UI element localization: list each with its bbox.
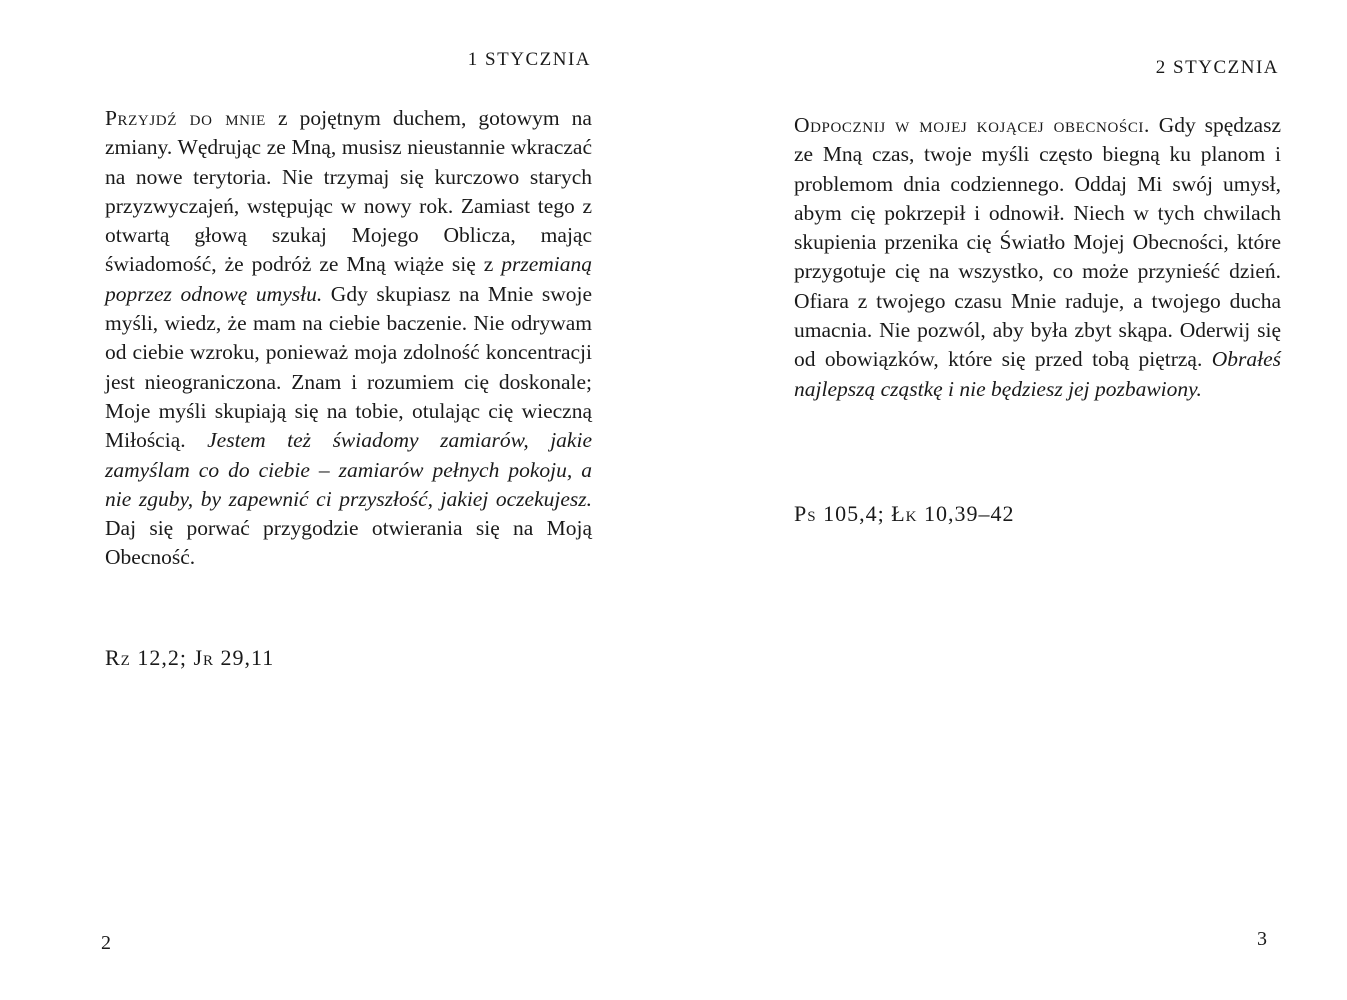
italic-quote: Obrałeś najlepszą cząstkę i nie będziesz jej pozbawiony. <box>794 347 1281 401</box>
text-segment: z pojętnym duchem, gotowym na zmiany. Wędrując ze Mną, musisz nieustannie wkraczać na nowe terytoria. Nie trzymaj się kurczowo starych przyzwyczajeń, wstępując w nowy rok. Zamiast tego z otwartą głową szukaj Mojego Oblicza, mając świadomość, że podróż ze Mną wiąże się z <box>105 106 592 277</box>
devotional-text <box>794 111 1281 404</box>
lead-phrase: Przyjdź do mnie <box>105 106 266 130</box>
text-segment: Gdy skupiasz na Mnie swoje myśli, wiedz, że mam na ciebie baczenie. Nie odrywam od ciebie wzroku, ponieważ moja zdolność koncentracji jest nieograniczona. Znam i rozumiem cię doskonale; Moje myśli skupiają się na tobie, otulając cię wieczną Miłością. <box>105 281 593 453</box>
date-header: 2 STYCZNIA <box>1155 57 1279 78</box>
left-page <box>0 0 670 1000</box>
date-header: 1 STYCZNIA <box>467 49 591 70</box>
lead-phrase: Odpocznij w mojej kojącej obecności. <box>794 113 1150 137</box>
scripture-references: Ps 105,4; Łk 10,39–42 <box>794 501 1015 526</box>
italic-quote: przemianą poprzez odnowę umysłu. <box>105 252 592 306</box>
scripture-references: Rz 12,2; Jr 29,11 <box>105 645 275 670</box>
text-segment: Gdy spędzasz ze Mną czas, twoje myśli często biegną ku planom i problemom dnia codziennego. Oddaj Mi swój umysł, abym cię pokrzepił i odnowił. Niech w tych chwilach skupienia przenika cię Światło Mojej Obecności, które przygotuje cię na wszystko, co może przynieść dzień. Ofiara z twojego czasu Mnie raduje, a twojego ducha umacnia. Nie pozwól, aby była zbyt skąpa. Oderwij się od obowiązków, które się przed tobą piętrzą. <box>794 113 1281 372</box>
page-number: 3 <box>1257 928 1267 950</box>
page-number: 2 <box>101 932 111 954</box>
devotional-text <box>105 104 592 573</box>
italic-quote: Jestem też świadomy zamiarów, jakie zamyślam co do ciebie – zamiarów pełnych pokoju, a nie zguby, by zapewnić ci przyszłość, jakiej oczekujesz. <box>105 428 592 511</box>
text-segment: Daj się porwać przygodzie otwierania się na Moją Obecność. <box>105 516 592 570</box>
right-page <box>670 0 1347 1000</box>
